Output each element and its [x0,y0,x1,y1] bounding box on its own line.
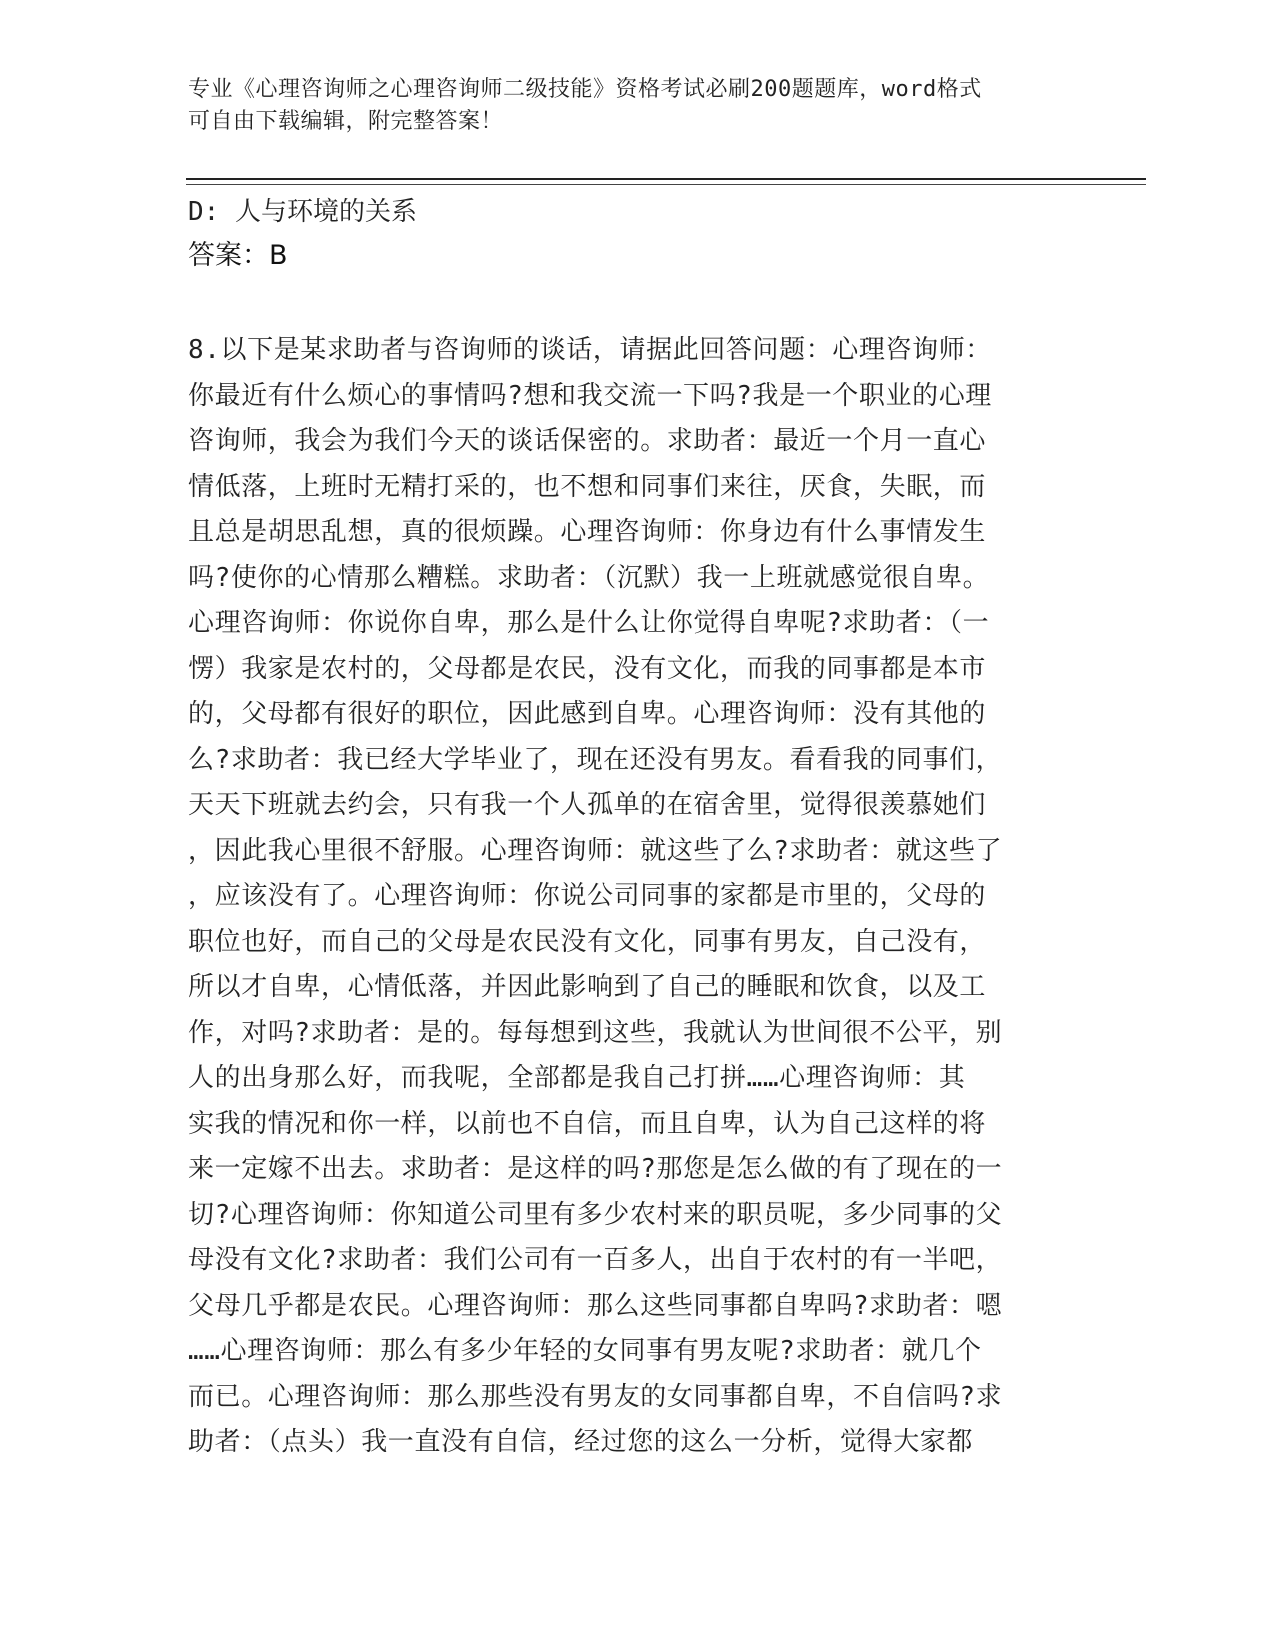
question-line: 实我的情况和你一样，以前也不自信，而且自卑，认为自己这样的将 [188,1108,987,1139]
question-line: 的，父母都有很好的职位，因此感到自卑。心理咨询师：没有其他的 [188,699,987,729]
question-line: 情低落，上班时无精打采的，也不想和同事们来往，厌食，失眠，而 [188,471,987,502]
question-line: ，应该没有了。心理咨询师：你说公司同事的家都是市里的，父母的 [188,881,987,911]
question-line: 母没有文化?求助者：我们公司有一百多人，出自于农村的有一半吧， [188,1245,1003,1275]
question-line: 心理咨询师：你说你自卑，那么是什么让你觉得自卑呢?求助者：（一 [188,608,990,638]
question-line: 作，对吗?求助者：是的。每每想到这些，我就认为世间很不公平，别 [188,1017,1003,1048]
header-line-2: 可自由下载编辑，附完整答案！ [188,109,504,134]
question-line: 职位也好，而自己的父母是农民没有文化，同事有男友，自己没有， [188,926,987,957]
question-line: 助者：（点头）我一直没有自信，经过您的这么一分析，觉得大家都 [188,1427,974,1457]
question-line: 且总是胡思乱想，真的很烦躁。心理咨询师：你身边有什么事情发生 [188,517,987,547]
question-line: 天天下班就去约会，只有我一个人孤单的在宿舍里，觉得很羡慕她们 [188,790,987,820]
question-line: 人的出身那么好，而我呢，全部都是我自己打拼……心理咨询师：其 [188,1063,966,1093]
question-line: 愣）我家是农村的，父母都是农民，没有文化，而我的同事都是本市 [188,653,987,684]
page-header [188,74,1068,138]
question-line: 父母几乎都是农民。心理咨询师：那么这些同事都自卑吗?求助者：嗯 [188,1290,1003,1321]
answer-line: 答案：B [188,240,288,271]
question-line: 吗?使你的心情那么糟糕。求助者：（沉默）我一上班就感觉很自卑。 [188,562,990,593]
question-line: 咨询师，我会为我们今天的谈话保密的。求助者：最近一个月一直心 [188,426,987,456]
question-line: 你最近有什么烦心的事情吗?想和我交流一下吗?我是一个职业的心理 [188,380,992,411]
question-line: 所以才自卑，心情低落，并因此影响到了自己的睡眠和饮食，以及工 [188,972,987,1002]
option-d: D: 人与环境的关系 [188,197,417,227]
question-line: 而已。心理咨询师：那么那些没有男友的女同事都自卑，不自信吗?求 [188,1381,1003,1412]
header-divider-thick [186,178,1146,180]
header-divider-thin [186,184,1146,185]
question-line: ……心理咨询师：那么有多少年轻的女同事有男友呢?求助者：就几个 [188,1336,982,1366]
header-line-1: 专业《心理咨询师之心理咨询师二级技能》资格考试必刷200题题库，word格式 [188,77,982,102]
question-8 [188,328,1068,1466]
question-line: ，因此我心里很不舒服。心理咨询师：就这些了么?求助者：就这些了 [188,835,1003,866]
question-line: 8.以下是某求助者与咨询师的谈话，请据此回答问题：心理咨询师： [188,335,992,365]
question-line: 么?求助者：我已经大学毕业了，现在还没有男友。看看我的同事们， [188,744,1003,775]
question-line: 切?心理咨询师：你知道公司里有多少农村来的职员呢，多少同事的父 [188,1199,1003,1230]
question-line: 来一定嫁不出去。求助者：是这样的吗?那您是怎么做的有了现在的一 [188,1154,1003,1184]
